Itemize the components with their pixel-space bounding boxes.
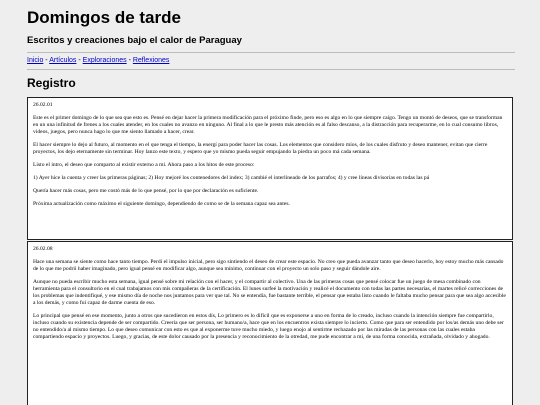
nav-link-articulos[interactable]: Artículos xyxy=(49,57,77,64)
entry-paragraph: Listo el intro, el deseo que comparto al existir externo a mí. Ahora paso a los hitos de este proceso: xyxy=(33,162,255,168)
entry-paragraph: Lo principal que pensé en ese momento, junto a otros que sucedieron en estos dís, Lo primero es lo difícil que es exponerse a uno en forma de lo creado, incluso cuando la intención siempre fue compartirlo, incluso cuando su existencia depende de ser compartido. Creería que ser persona, ser humano/a, hace que en los encuentros exista siempre lo incierto. Como que para ser entendido por los/as demás uno debe ser no entendido/a al mismo tiempo. Lo que deseo comunicar con esto es que al exponerme tuve mucho miedo, y luego enojo al sentirme rechazado por las miradas de las personas con las cuales estaba compartiendo espacio y proyectos. Luego, y gracias, de este dolor causado por la presencia y reconocimiento de la otredad, me pude encontrar a mí, de una forma conocida, extrañada, olvidado y ahogado. xyxy=(33,313,504,340)
divider-top xyxy=(27,52,515,53)
main-nav xyxy=(27,56,169,65)
site-title: Domingos de tarde xyxy=(27,8,181,27)
nav-link-inicio[interactable]: Inicio xyxy=(27,57,44,64)
nav-separator: - xyxy=(76,57,83,64)
nav-separator: - xyxy=(126,57,133,64)
entry-paragraph: Próxima actualización como máximo el siguiente domingo, dependiendo de como se de la semana capaz sea antes. xyxy=(33,201,290,207)
site-subtitle: Escritos y creaciones bajo el calor de Paraguay xyxy=(27,35,242,46)
entry-paragraph: Hace una semana se siente como hace tanto tiempo. Perdí el impulso inicial, pero sigo sintiendo el deseo de crear este espacio. No creo que pueda avanzar tanto que deseo hacerlo, hoy estoy mucho más cansado de lo que me podrii haber imaginado, pero igual pensé en modificar algo, aunque sea mínimo, continuar con el proyecto un solo paso y seguir dándole aire. xyxy=(33,259,504,272)
section-title: Registro xyxy=(27,76,76,90)
entry-date: 26.02.01 xyxy=(33,102,53,108)
entry-paragraph: Quería hacer más cosas, pero me costó más de lo que pensé, por lo que por declaración es suficiente. xyxy=(33,188,259,194)
entry-paragraph: Aunque no pueda escribir mucho esta semana, igual pensé sobre mi relación con el hacer, y el compartir al colectivo. Una de las primeras cosas que pensé colocar fue un juego de mesa combinado con herramienta para el consultorio en el cual trabajamos con mis compañeras de la certificación. El lunes surfeé la motivación y realicé el documento con todas las partes necesarias, el martes relicé correcciones de los problemas que indentifiqué, y ese mismo día de noche nos juntamos para ver que tal. No se entendía, fue bastante terrible, el pensar que estaba listo cuando le faltaba mucho pensar para que sea algo accesible a los demás, y como fui capaz de darme cuenta de eso. xyxy=(33,279,506,306)
nav-link-exploraciones[interactable]: Exploraciones xyxy=(82,57,127,64)
nav-separator: - xyxy=(43,57,50,64)
log-entry xyxy=(27,97,513,240)
entry-paragraph: 1) Ayer hice la cuenta y creer las primeras páginas; 2) Hoy mejoré los contenedores del index; 3) cambié el interlineado de los parrafos; 4) y cree líneas divisorias en todas las pá xyxy=(33,175,430,181)
log-entry xyxy=(27,241,513,405)
nav-link-reflexiones[interactable]: Reflexiones xyxy=(132,57,170,64)
entry-paragraph: Este es el primer domingo de lo que sea que esto es. Pensé en dejar hacer la primera modificación para el próximo finde, pero eso es algo en lo que siempre caigo. Tengo un montó de deseos, que se transforman en un una infinitud de frenes a los cuales atender, en los cuales no avanzo en ninguno. Al final a lo que le presto más atención es al falso descanso, a la distracción para recuperarme, en lo cual consumo libros, videos, juegos, pero nunca hago lo que me siento llamado a hacer, crear. xyxy=(33,115,503,135)
entry-paragraph: El hacer siempre lo dejo al futuro, al momento en el que tenga el tiempo, la energí para poder hacer las cosas. Los elementos que considero míos, de los cuales disfruto y deseo mantener, evitan que cierre proyectos, los dejo eternamente sin terminar. Hoy lanzo este texto, y espero que yo mismo pueda seguir empujando la piedra un poco má cada semana. xyxy=(33,142,488,155)
entry-date: 26.02.08 xyxy=(33,246,53,252)
divider-bottom xyxy=(27,69,515,70)
